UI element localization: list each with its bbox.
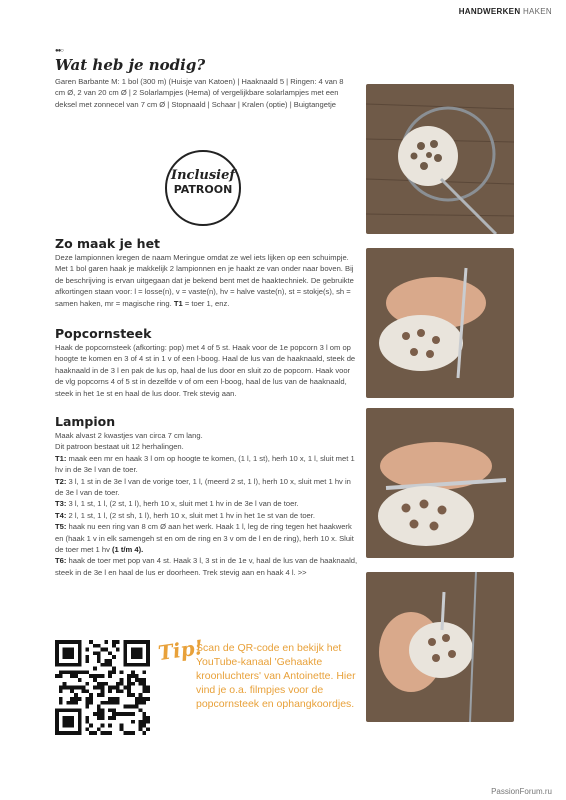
how-bold: T1 xyxy=(173,298,183,308)
round-label: T5: xyxy=(55,522,67,532)
section-label: HANDWERKEN xyxy=(458,7,521,16)
popcorn-title: Popcornsteek xyxy=(55,326,152,341)
round-text: 3 l, 1 st in de 3e l van de vorige toer, 1 l, (meerd 2 st, 1 l), herh 10 x, sluit met 1 hv in de 3e l van de toer. xyxy=(55,476,351,498)
badge-line1: Inclusief xyxy=(171,168,235,183)
difficulty-dots: ●●○ xyxy=(55,48,63,54)
step-photo-3 xyxy=(366,408,514,558)
round-text: haak de toer met pop van 4 st. Haak 3 l, 3 st in de 1e v, haal de lus van de haaknaald, steek in de 3e l en haal de lus er doorheen. Trek stevig aan en haak 4 l. >> xyxy=(55,556,358,577)
round-row xyxy=(55,521,359,555)
round-label: T4: xyxy=(55,510,67,520)
lampion-intro2: Dit patroon bestaat uit 12 herhalingen. xyxy=(55,442,184,452)
lampion-section xyxy=(55,430,359,578)
round-row xyxy=(55,510,359,521)
round-row xyxy=(55,453,359,476)
badge-line2: PATROON xyxy=(173,183,233,196)
lampion-intro: Maak alvast 2 kwastjes van circa 7 cm lang. xyxy=(55,431,203,440)
round-row xyxy=(55,498,359,509)
qr-code[interactable] xyxy=(55,640,150,735)
how-tail: = toer 1, enz. xyxy=(182,298,230,308)
round-text: 3 l, 1 st, 1 l, (2 st, 1 l), herh 10 x, sluit met 1 hv in de 3e l van de toer. xyxy=(66,499,299,509)
subsection-label: HAKEN xyxy=(522,7,552,16)
step-photo-4 xyxy=(366,572,514,722)
lampion-title: Lampion xyxy=(55,414,116,429)
tip-text: Scan de QR-code en bekijk het YouTube-kanaal 'Gehaakte kroonluchters' van Antoinette. Hier vind je o.a. filmpjes voor de popcornsteek en ophangkoordjes. xyxy=(196,642,356,710)
pattern-badge xyxy=(165,150,241,226)
round-text: haak nu een ring van 8 cm Ø aan het werk. Haak 1 l, leg de ring tegen het haakwerk en (haak 1 v in elk samengeh st en om de ring en 3 v om de l en de ring), herh 10 x. Sluit de toer met 1 hv xyxy=(55,522,354,555)
round-row xyxy=(55,476,359,499)
round-row xyxy=(55,555,359,578)
step-photo-1 xyxy=(366,84,514,234)
how-section xyxy=(55,252,359,309)
page-header xyxy=(459,7,552,16)
tip-label: Tip! xyxy=(156,634,205,666)
round-label: T1: xyxy=(55,453,67,463)
footer-text: PassionForum.ru xyxy=(491,787,552,796)
round-label: T6: xyxy=(55,556,67,566)
how-text: Deze lampionnen kregen de naam Meringue omdat ze wel iets lijken op een schuimpje. Met 1 bol garen haak je makkelijk 2 lampionnen en je haakt ze van onder naar boven. Bij de beschrijving is ervan uitgegaan dat je bekend bent met de haaktechniek. De gebruikte afkortingen staan voor: l = losse(n), v = vaste(n), hv = halve vaste(n), st = stokje(s), sh = samen haken, mr = magische ring. xyxy=(55,253,354,308)
round-label: T3: xyxy=(55,499,67,509)
popcorn-text: Haak de popcornsteek (afkorting: pop) met 4 of 5 st. Haak voor de 1e popcorn 3 l om op hoogte te komen en 3 of 4 st in 1 v of een l-boog. Haal de lus van de haaknaald, steek de haaknaald in de 3 l en pak de lus op, haal de lus door en sluit zo de popcorn. Haak voor de vlg popcorns 4 of 5 st in dezelfde v of om een l-boog, haal de lus van de haaknaald, steek in het 1e st en haal de lus door. Trek stevig aan. xyxy=(55,343,356,398)
round-text: maak een mr en haak 3 l om op hoogte te komen, (1 l, 1 st), herh 10 x, 1 l, sluit met 1 hv in de 3e l van de toer. xyxy=(55,453,355,475)
needs-title: Wat heb je nodig? xyxy=(55,56,206,74)
needs-text: Garen Barbante M: 1 bol (300 m) (Huisje van Katoen) | Haaknaald 5 | Ringen: 4 van 8 cm Ø, 2 van 20 cm Ø | 2 Solarlampjes (Hema) of vergelijkbare solarlampjes met een deksel met zonnecel van 7 cm Ø | Stopnaald | Schaar | Kralen (optie) | Buigtangetje xyxy=(55,77,344,109)
round-label: T2: xyxy=(55,476,67,486)
how-title: Zo maak je het xyxy=(55,236,161,251)
round-bold-tail: (1 t/m 4). xyxy=(111,545,144,555)
round-text: 2 l, 1 st, 1 l, (2 st sh, 1 l), herh 10 x, sluit met 1 hv in het 1e st van de toer. xyxy=(66,510,315,520)
step-photo-2 xyxy=(366,248,514,398)
